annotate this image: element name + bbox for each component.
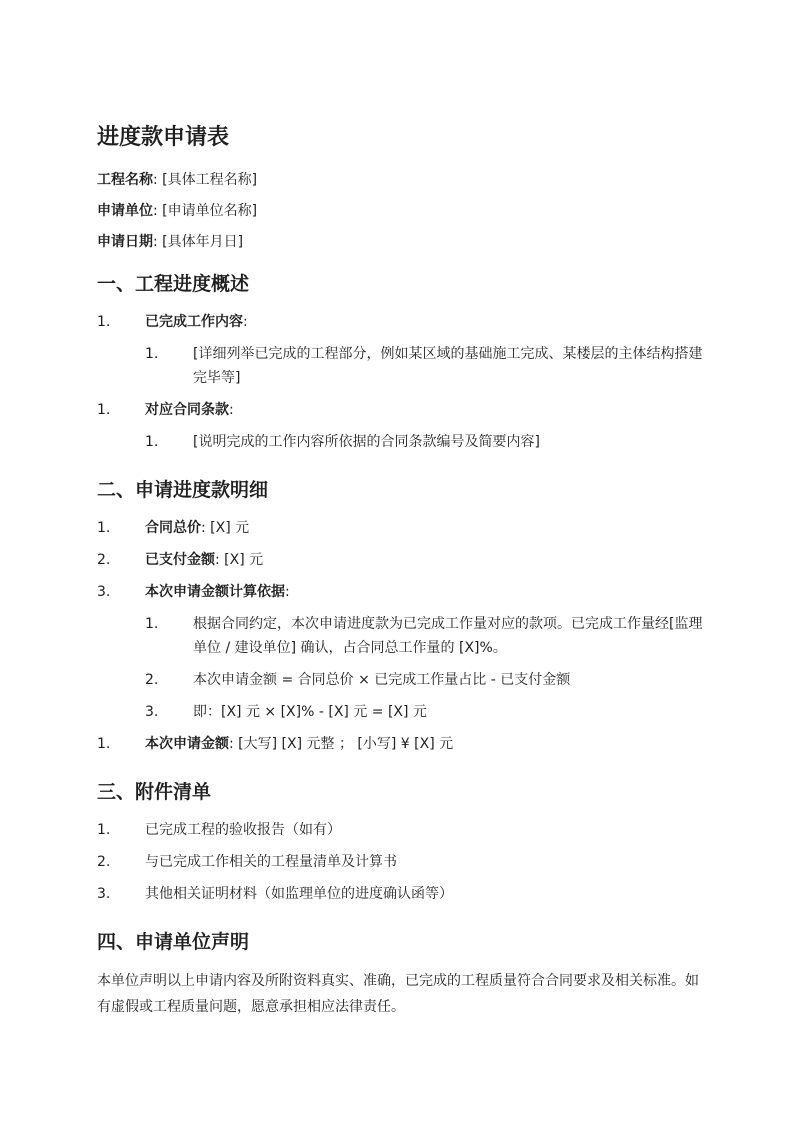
list-item bbox=[97, 580, 703, 604]
list-item bbox=[97, 310, 703, 334]
list-item bbox=[97, 850, 703, 874]
list-number: 1. bbox=[97, 520, 111, 536]
item-sep: : bbox=[229, 402, 234, 418]
list-number: 1. bbox=[145, 346, 159, 362]
list-number: 1. bbox=[145, 616, 159, 632]
list-item bbox=[97, 398, 703, 422]
list-item bbox=[97, 700, 703, 724]
page-title: 进度款申请表 bbox=[97, 125, 230, 150]
item-label: 合同总价 bbox=[145, 520, 201, 536]
meta-project-name bbox=[97, 170, 703, 190]
meta-value: [具体工程名称] bbox=[162, 172, 258, 188]
list-number: 3. bbox=[97, 584, 111, 600]
list-item bbox=[97, 430, 703, 454]
section-heading-progress: 一、工程进度概述 bbox=[97, 273, 250, 295]
section-heading-declaration: 四、申请单位声明 bbox=[97, 931, 250, 953]
meta-sep: : bbox=[153, 203, 158, 219]
list-number: 2. bbox=[97, 552, 111, 568]
meta-key: 申请单位 bbox=[97, 203, 153, 219]
item-text: 本次申请金额 = 合同总价 × 已完成工作量占比 - 已支付金额 bbox=[193, 672, 571, 688]
item-label: 已支付金额 bbox=[145, 552, 215, 568]
item-text: [说明完成的工作内容所依据的合同条款编号及简要内容] bbox=[193, 434, 540, 450]
item-text: 与已完成工作相关的工程量清单及计算书 bbox=[145, 854, 397, 870]
list-item bbox=[97, 548, 703, 572]
item-value: : [X] 元 bbox=[201, 520, 250, 536]
list-item bbox=[97, 668, 703, 692]
list-item bbox=[97, 342, 703, 390]
document-page bbox=[97, 120, 703, 1020]
item-text: 根据合同约定，本次申请进度款为已完成工作量对应的款项。已完成工作量经[监理单位 / 建设单位] 确认，占合同总工作量的 [X]%。 bbox=[193, 616, 703, 656]
meta-block bbox=[97, 170, 703, 252]
item-sep: : bbox=[243, 314, 248, 330]
item-label: 本次申请金额 bbox=[145, 736, 229, 752]
item-text: 其他相关证明材料（如监理单位的进度确认函等） bbox=[145, 886, 453, 902]
list-item bbox=[97, 732, 703, 756]
item-label: 已完成工作内容 bbox=[145, 314, 243, 330]
section-heading-payment-detail: 二、申请进度款明细 bbox=[97, 479, 269, 501]
list-number: 3. bbox=[145, 704, 159, 720]
meta-key: 申请日期 bbox=[97, 234, 153, 250]
list-number: 2. bbox=[97, 854, 111, 870]
item-value: : [X] 元 bbox=[215, 552, 264, 568]
item-value: : [大写] [X] 元整 ； [小写] ¥ [X] 元 bbox=[229, 736, 454, 752]
list-number: 2. bbox=[145, 672, 159, 688]
item-text: 已完成工程的验收报告（如有） bbox=[145, 822, 341, 838]
meta-sep: : bbox=[153, 234, 158, 250]
meta-date bbox=[97, 232, 703, 252]
list-item bbox=[97, 612, 703, 660]
item-label: 本次申请金额计算依据 bbox=[145, 584, 285, 600]
list-item bbox=[97, 516, 703, 540]
list-number: 1. bbox=[97, 822, 111, 838]
list-item bbox=[97, 818, 703, 842]
declaration-paragraph: 本单位声明以上申请内容及所附资料真实、准确，已完成的工程质量符合合同要求及相关标准。如有虚假或工程质量问题，愿意承担相应法律责任。 bbox=[97, 973, 699, 1015]
meta-value: [申请单位名称] bbox=[162, 203, 258, 219]
item-value: : bbox=[285, 584, 290, 600]
meta-value: [具体年月日] bbox=[162, 234, 244, 250]
list-number: 1. bbox=[97, 314, 111, 330]
section-heading-attachments: 三、附件清单 bbox=[97, 781, 212, 803]
meta-key: 工程名称 bbox=[97, 172, 153, 188]
meta-applicant bbox=[97, 201, 703, 221]
item-label: 对应合同条款 bbox=[145, 402, 229, 418]
list-number: 1. bbox=[145, 434, 159, 450]
list-item bbox=[97, 882, 703, 906]
item-text: [详细列举已完成的工程部分，例如某区域的基础施工完成、某楼层的主体结构搭建完毕等] bbox=[193, 346, 703, 386]
list-number: 3. bbox=[97, 886, 111, 902]
list-number: 1. bbox=[97, 736, 111, 752]
item-text: 即：[X] 元 × [X]% - [X] 元 = [X] 元 bbox=[193, 704, 427, 720]
list-number: 1. bbox=[97, 402, 111, 418]
meta-sep: : bbox=[153, 172, 158, 188]
